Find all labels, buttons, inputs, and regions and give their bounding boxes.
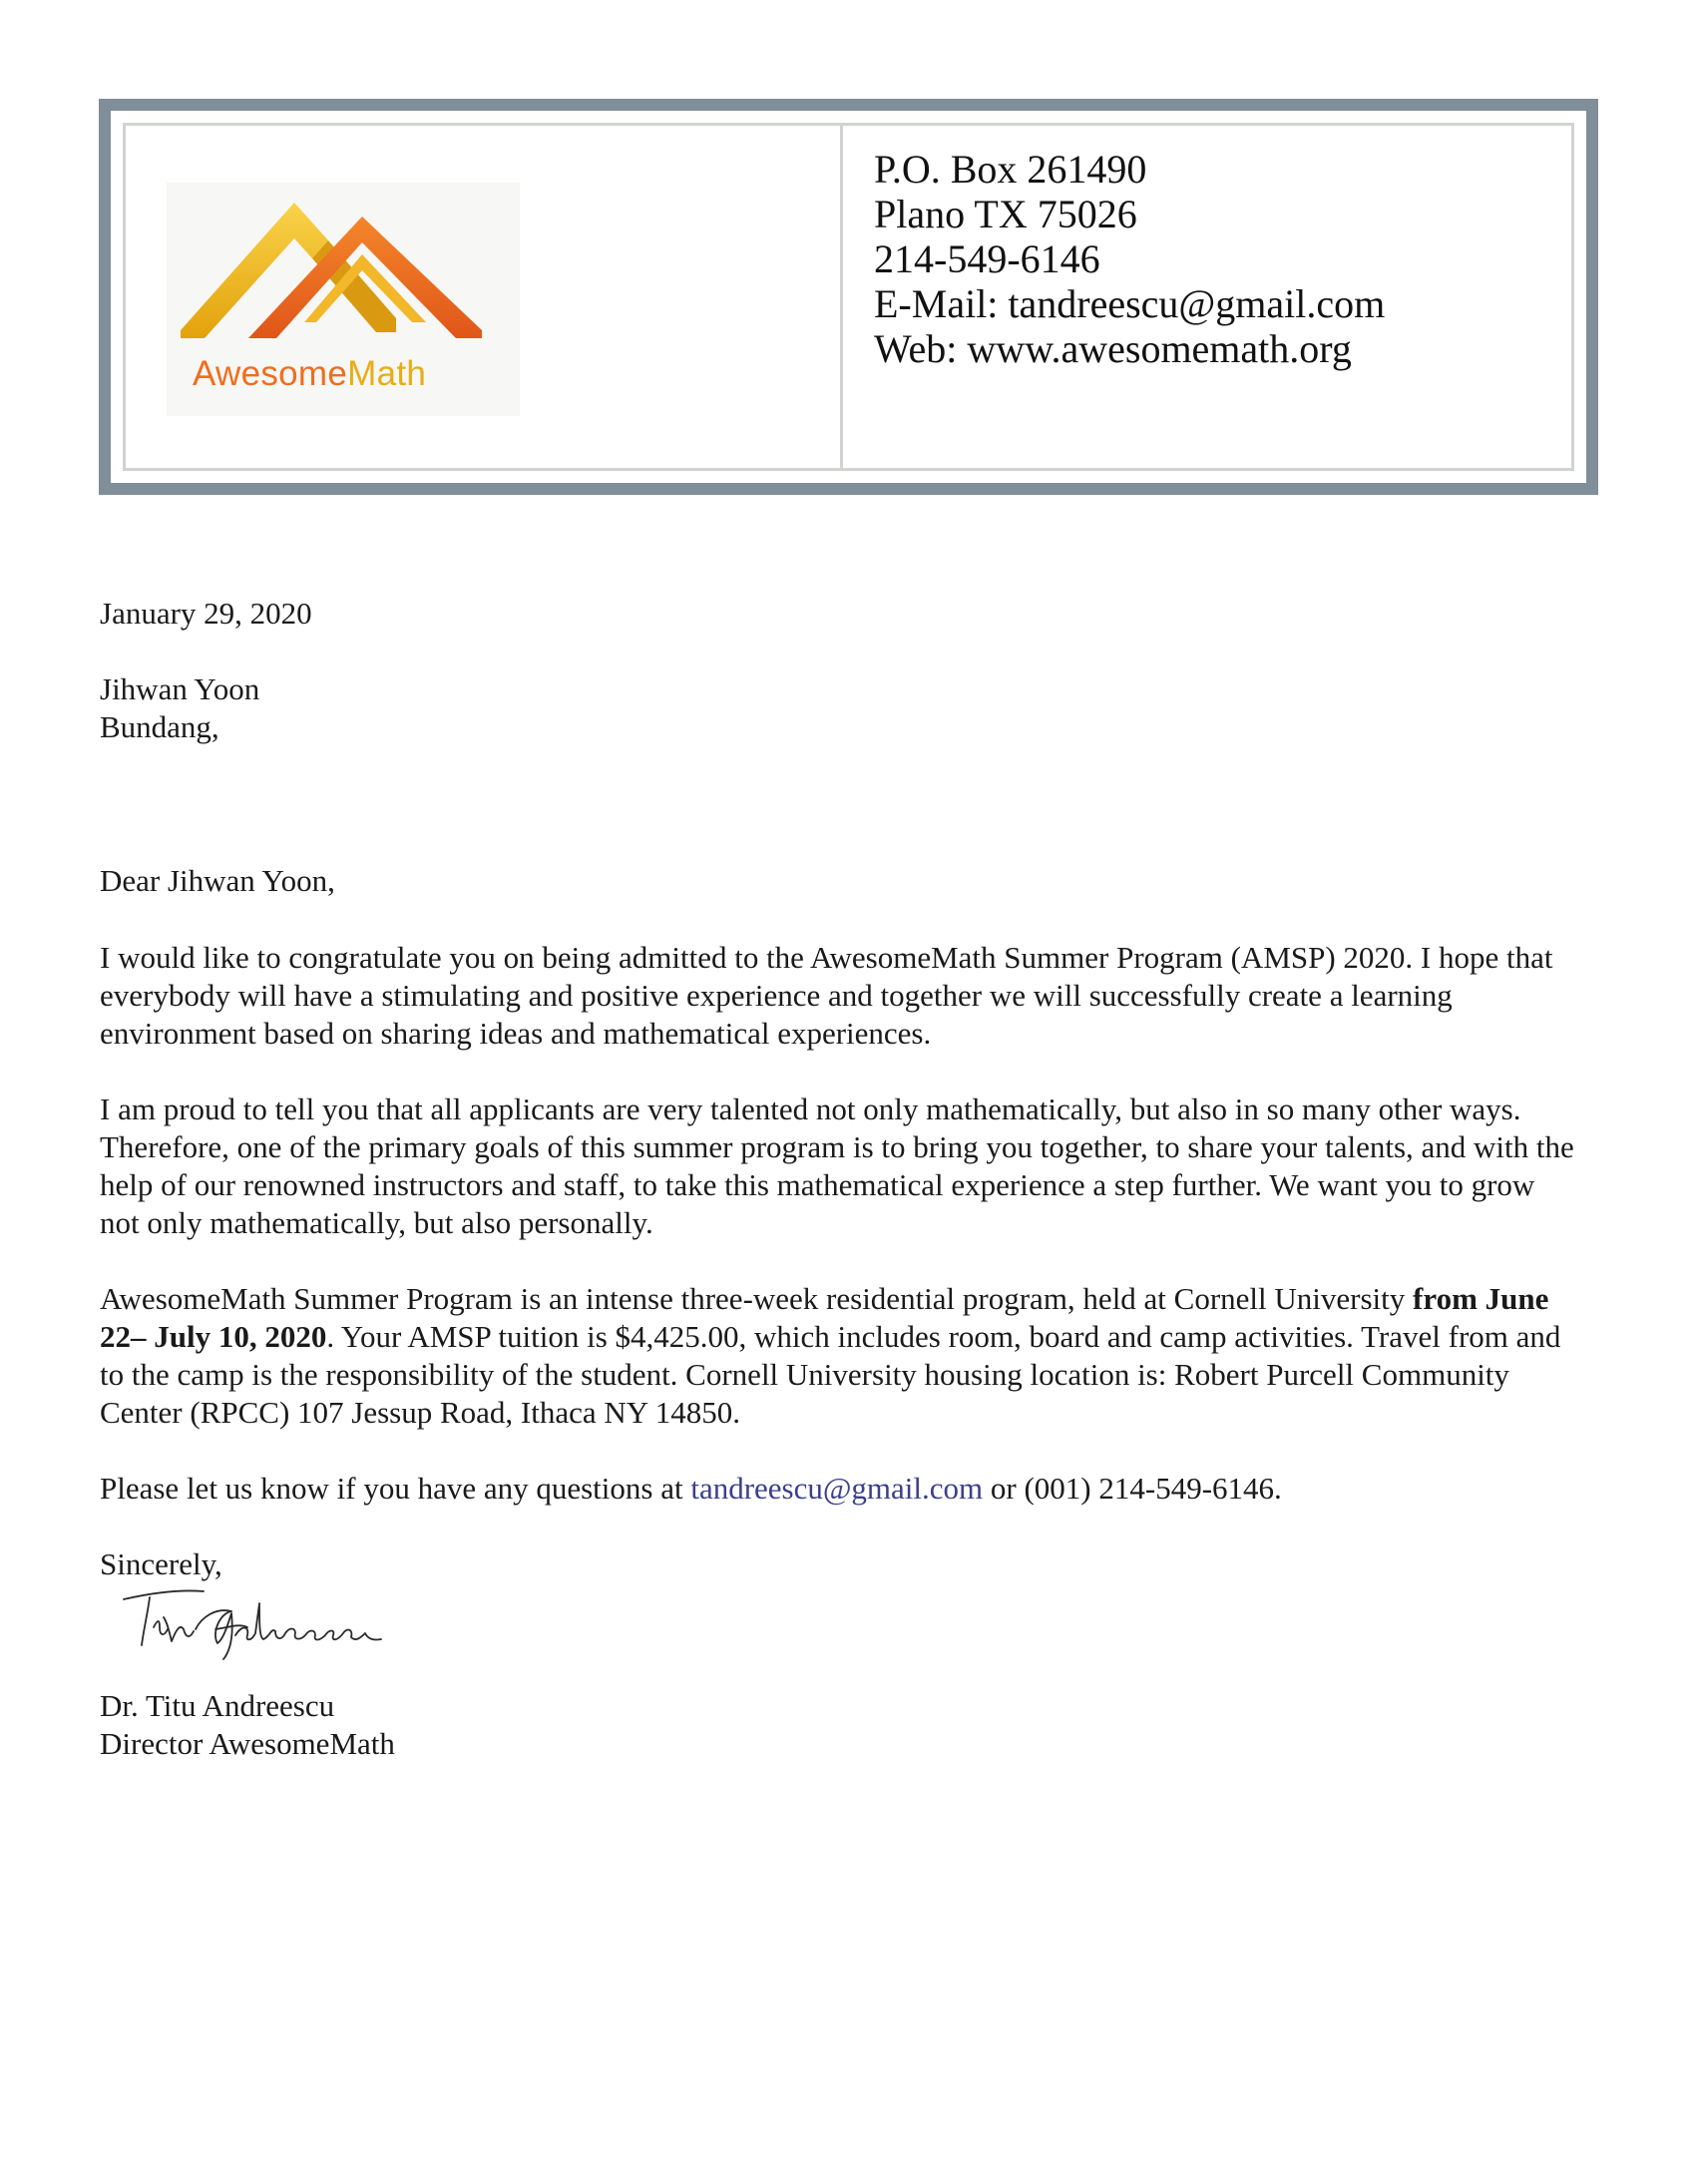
closing: Sincerely, — [100, 1546, 222, 1581]
logo-word-awesome: Awesome — [193, 354, 348, 393]
paragraph-contact — [100, 1470, 1581, 1508]
awesomemath-logo — [167, 183, 520, 416]
paragraph-talents: I am proud to tell you that all applicants are very talented not only mathematically, but also in so many other ways. Therefore, one of the primary goals of this summer program is to bring you together, to share your talents, and with the help of our renowned instructors and staff, to take this mathematical experience a step further. We want you to grow not only mathematically, but also personally. — [100, 1092, 1574, 1240]
recipient-address: Bundang, — [100, 709, 219, 744]
contact-phone: or (001) 214-549-6146. — [983, 1471, 1282, 1506]
signer-title: Director AwesomeMath — [100, 1726, 395, 1761]
paragraph-program-details — [100, 1280, 1581, 1432]
web-line: Web: www.awesomemath.org — [874, 326, 1352, 371]
handwritten-signature — [120, 1583, 419, 1663]
po-box: P.O. Box 261490 — [874, 147, 1147, 192]
letterhead-contact — [874, 147, 1385, 371]
paragraph-congratulations: I would like to congratulate you on being admitted to the AwesomeMath Summer Program (AMSP) 2020. I hope that everybody will have a stimulating and positive experience and together we will successfully create a learning environment based on sharing ideas and mathematical experiences. — [100, 940, 1553, 1051]
letterhead-panel — [111, 111, 1586, 483]
program-details-rest: . Your AMSP tuition is $4,425.00, which includes room, board and camp activities. Travel from and to the camp is the responsibility of the student. Cornell University housing location is: Robert Purcell Community Center (RPCC) 107 Jessup Road, Ithaca NY 14850. — [100, 1319, 1561, 1430]
logo-wordmark — [193, 354, 426, 394]
recipient-block — [100, 670, 259, 746]
email-link[interactable]: tandreescu@gmail.com — [690, 1471, 984, 1506]
letterhead-divider — [840, 123, 843, 471]
phone: 214-549-6146 — [874, 236, 1100, 281]
program-details-intro: AwesomeMath Summer Program is an intense three-week residential program, held at Cornell University — [100, 1281, 1414, 1316]
signer-name: Dr. Titu Andreescu — [100, 1688, 335, 1723]
letterhead — [99, 99, 1598, 495]
salutation: Dear Jihwan Yoon, — [100, 863, 335, 898]
recipient-name: Jihwan Yoon — [100, 671, 260, 706]
city-line: Plano TX 75026 — [874, 192, 1137, 236]
contact-intro: Please let us know if you have any questions at — [100, 1471, 691, 1506]
logo-word-math: Math — [347, 354, 427, 393]
signer-block — [100, 1687, 395, 1763]
program-dates: from June 22– July 10, 2020 — [100, 1281, 1549, 1354]
letter-date: January 29, 2020 — [100, 596, 312, 631]
email-line: E-Mail: tandreescu@gmail.com — [874, 281, 1386, 326]
